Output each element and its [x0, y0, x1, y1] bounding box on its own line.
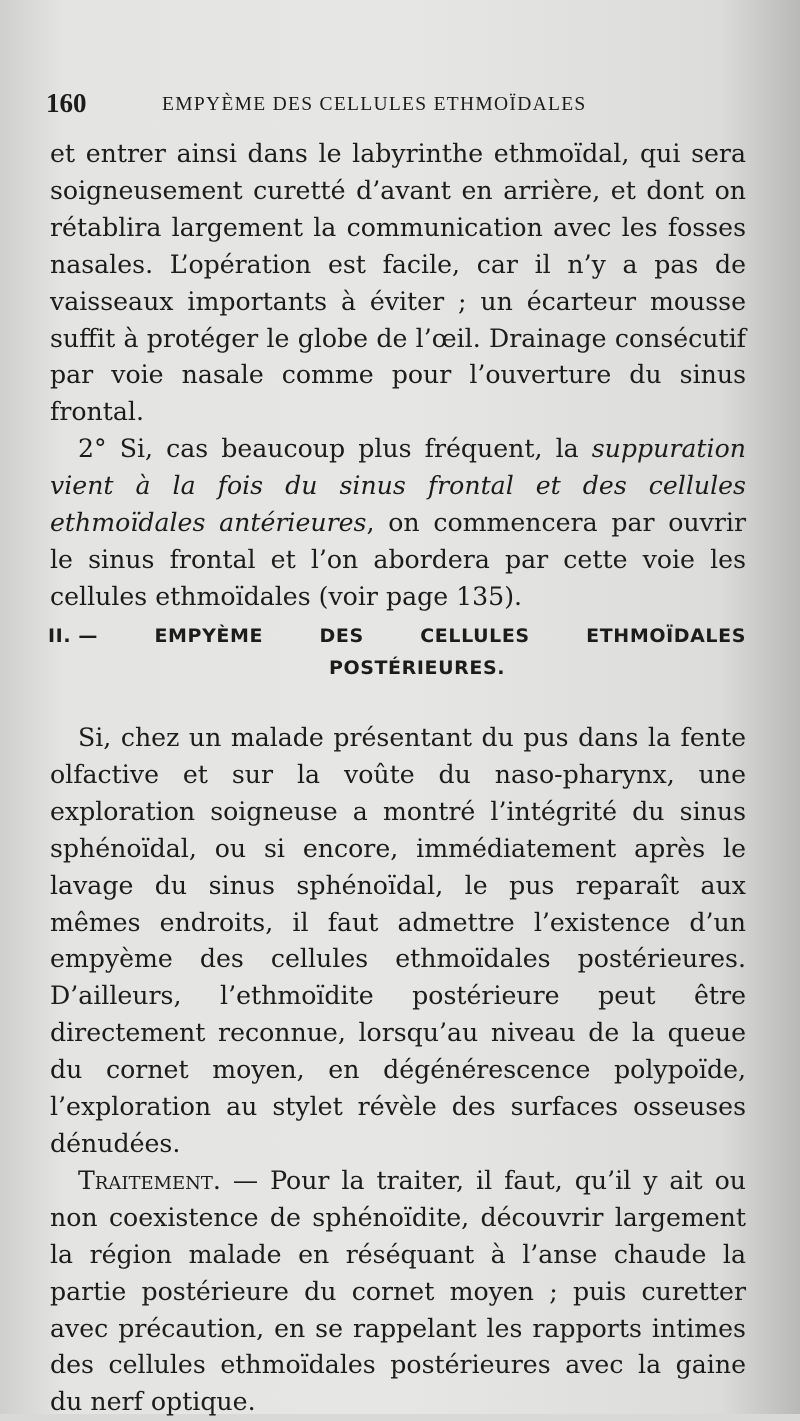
italic-emphasis: suppuration vient à la fois du sinus frontal et des cellules ethmoïdales antérieures — [50, 434, 746, 538]
section-heading — [48, 620, 746, 684]
paragraph-continuation — [50, 136, 746, 431]
paragraph-text: 2° Si, cas beaucoup plus fréquent, la — [78, 434, 592, 464]
treatment-label: Traitement. — [78, 1165, 221, 1195]
heading-word: DES — [319, 625, 364, 647]
page-number: 160 — [46, 88, 87, 118]
paragraph-text: Si, chez un malade présentant du pus dans la fente olfactive et sur la voûte du naso-pharynx, une exploration soigneuse a montré l’intégrité du sinus sphénoïdal, ou si encore, immédiatement après le lavage du sinus sphénoïdal, le pus reparaît aux mêmes endroits, il faut admettre l’existence d’un empyème des cellules ethmoïdales postérieures. D’ailleurs, l’ethmoïdite postérieure peut être directement reconnue, lorsqu’au niveau de la queue du cornet moyen, en dégénérescence polypoïde, l’exploration au stylet révèle des surfaces osseuses dénudées. — [50, 723, 746, 1158]
section-numeral: II. — — [48, 625, 98, 647]
paragraph-case-2 — [50, 431, 746, 616]
running-head: EMPYÈME DES CELLULES ETHMOÏDALES — [162, 94, 587, 115]
heading-word: EMPYÈME — [154, 625, 264, 647]
paragraph-text: et entrer ainsi dans le labyrinthe ethmoïdal, qui sera soigneusement curetté d’avant en arrière, et dont on rétablira largement la communication avec les fosses nasales. L’opération est facile, car il n’y a pas de vaisseaux importants à éviter ; un écarteur mousse suffit à protéger le globe de l’œil. Drainage consécutif par voie nasale comme pour l’ouverture du sinus frontal. — [50, 139, 746, 427]
paragraph-treatment — [50, 1163, 746, 1421]
heading-word: CELLULES — [420, 625, 530, 647]
text-block-top — [50, 136, 746, 616]
paragraph-diagnosis — [50, 720, 746, 1163]
heading-word: ETHMOÏDALES — [586, 625, 746, 647]
heading-line-2: POSTÉRIEURES. — [328, 657, 506, 679]
page-header — [46, 86, 746, 126]
text-block-bottom — [50, 720, 746, 1421]
paragraph-text: — Pour la traiter, il faut, qu’il y ait ou non coexistence de sphénoïdite, découvrir largement la région malade en réséquant à l’anse chaude la partie postérieure du cornet moyen ; puis curetter avec précaution, en se rappelant les rapports intimes des cellules ethmoïdales postérieures avec la gaine du nerf optique. — [50, 1165, 746, 1417]
paragraph-text: , on commencera par ouvrir le sinus frontal et l’on abordera par cette voie les cellules ethmoïdales (voir page 135). — [50, 508, 746, 611]
